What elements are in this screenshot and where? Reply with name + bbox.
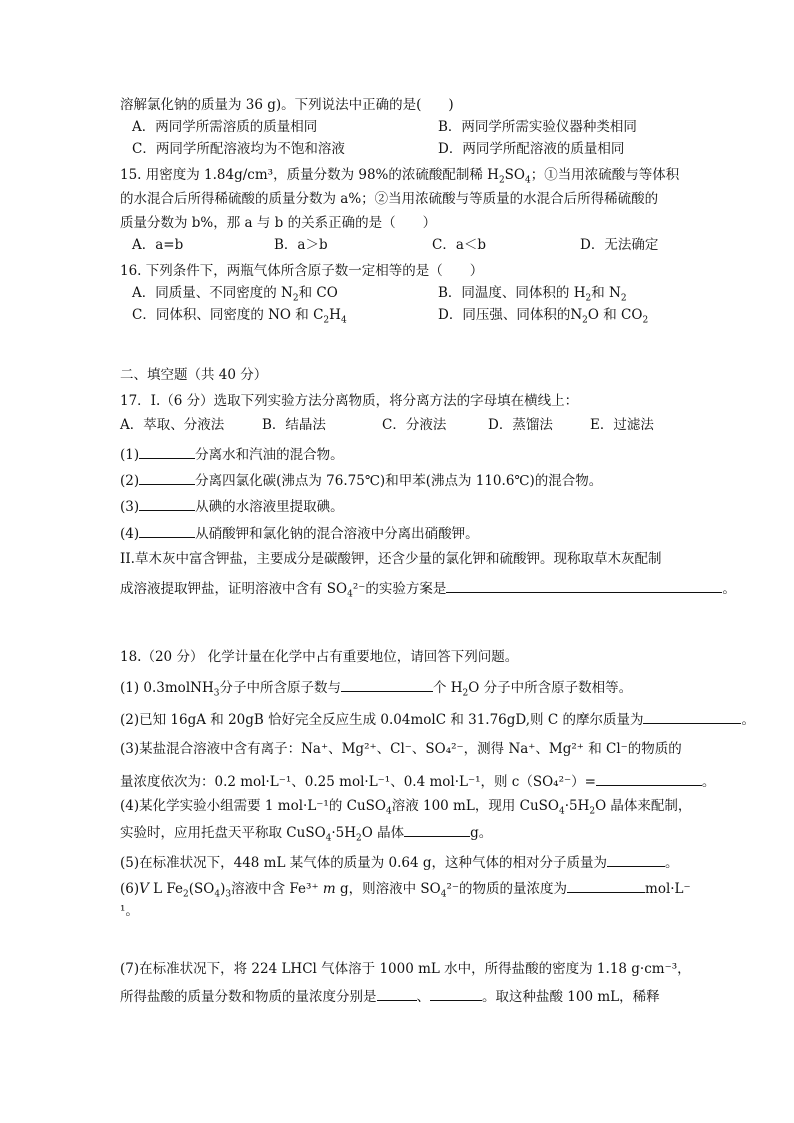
- q14-option-a: A．两同学所需溶质的质量相同: [132, 119, 318, 135]
- q16-option-d: D．同压强、同体积的$N_2O$ 和 $CO_2$: [438, 307, 649, 326]
- q17-option-e: E．过滤法: [590, 417, 654, 433]
- answer-blank[interactable]: [567, 878, 645, 893]
- q18-stem: 18.（20 分） 化学计量在化学中占有重要地位，请回答下列问题。: [120, 649, 519, 665]
- q17-stem: 17．I.（6 分）选取下列实验方法分离物质，将分离方法的字母填在横线上：: [120, 393, 579, 409]
- answer-blank[interactable]: [430, 986, 482, 1001]
- q16-option-b: B．同温度、同体积的 $H_2$和 $N_2$: [438, 285, 627, 304]
- q15-option-b: B．a＞b: [274, 237, 328, 253]
- q17-option-d: D．蒸馏法: [488, 417, 553, 433]
- q18-part6-line2: ¹。: [120, 903, 139, 919]
- answer-blank[interactable]: [139, 496, 195, 511]
- q15-option-c: C．a＜b: [432, 237, 487, 253]
- q17-item-4: (4) 从硝酸钾和氯化钠的混合溶液中分离出硝酸钾。: [120, 523, 479, 543]
- answer-blank[interactable]: [341, 677, 433, 692]
- q16-option-a: A．同质量、不同密度的 $N_2$和 CO: [132, 285, 338, 304]
- q14-line: 溶解氯化钠的质量为 36 g)。下列说法中正确的是( ): [120, 97, 454, 113]
- q18-part6-line1: (6)V L $Fe_2(SO_4)_3$溶液中含 Fe³⁺ m g，则溶液中 $SO_4^{2-}$的物质的量浓度为 mol·L⁻: [120, 878, 691, 904]
- q18-part3-line1: (3)某盐混合溶液中含有离子：Na⁺、Mg²⁺、Cl⁻、SO₄²⁻，测得 Na⁺、Mg²⁺ 和 Cl⁻的物质的: [120, 741, 682, 757]
- q17-option-a: A．萃取、分液法: [120, 417, 225, 433]
- section-title: 二、填空题（共 40 分）: [120, 367, 268, 383]
- answer-blank[interactable]: [139, 523, 195, 538]
- q15-option-a: A．a=b: [132, 237, 184, 253]
- answer-blank[interactable]: [139, 470, 195, 485]
- q17-part2-line1: II.草木灰中富含钾盐，主要成分是碳酸钾，还含少量的氯化钾和硫酸钾。现称取草木灰配制: [120, 551, 662, 567]
- q17-option-b: B．结晶法: [262, 417, 326, 433]
- q14-option-c: C．两同学所配溶液均为不饱和溶液: [132, 141, 345, 157]
- answer-blank[interactable]: [139, 444, 195, 459]
- answer-blank[interactable]: [377, 986, 417, 1001]
- q16-stem: 16. 下列条件下，两瓶气体所含原子数一定相等的是（ ）: [120, 263, 484, 279]
- q18-part5: (5)在标准状况下，448 mL 某气体的质量为 0.64 g，这种气体的相对分子质量为 。: [120, 852, 679, 872]
- q18-part7-line2: 所得盐酸的质量分数和物质的量浓度分别是 、 。取这种盐酸 100 mL，稀释: [120, 986, 660, 1006]
- q14-option-d: D．两同学所配溶液的质量相同: [438, 141, 625, 157]
- q17-item-2: (2) 分离四氯化碳(沸点为 76.75℃)和甲苯(沸点为 110.6℃)的混合物。: [120, 470, 602, 490]
- q18-part2: (2)已知 16gA 和 20gB 恰好完全反应生成 0.04molC 和 31.76gD,则 C 的摩尔质量为 。: [120, 709, 755, 729]
- q15-option-d: D．无法确定: [580, 237, 659, 253]
- q14-option-b: B．两同学所需实验仪器种类相同: [438, 119, 637, 135]
- q18-part7-line1: (7)在标准状况下，将 224 LHCl 气体溶于 1000 mL 水中，所得盐酸的密度为 1.18 g·cm⁻³，: [120, 961, 691, 977]
- q15-stem-line2: 的水混合后所得稀硫酸的质量分数为 a%；②当用浓硫酸与等质量的水混合后所得稀硫酸的: [120, 191, 659, 207]
- answer-blank[interactable]: [446, 578, 722, 593]
- q16-option-c: C．同体积、同密度的 NO 和 $C_2H_4$: [132, 307, 347, 326]
- q18-part1: (1) 0.3molNH$_3$分子中所含原子数与 个 $H_2O$ 分子中所含原子数相等。: [120, 677, 632, 703]
- q18-part4-line1: (4)某化学实验小组需要 1 mol·L⁻¹的 CuSO$_4$溶液 100 mL，现用 $CuSO_4\cdot 5H_2O$ 晶体来配制，: [120, 798, 692, 817]
- q18-part4-line2: 实验时，应用托盘天平称取 $CuSO_4\cdot 5H_2O$ 晶体 g。: [120, 822, 492, 848]
- q17-part2-line2: 成溶液提取钾盐，证明溶液中含有 $SO_4^{2-}$的实验方案是 。: [120, 578, 736, 604]
- q17-option-c: C．分液法: [382, 417, 447, 433]
- q17-item-1: (1) 分离水和汽油的混合物。: [120, 444, 344, 464]
- answer-blank[interactable]: [596, 771, 702, 786]
- answer-blank[interactable]: [404, 822, 470, 837]
- q17-item-3: (3) 从碘的水溶液里提取碘。: [120, 496, 344, 516]
- q15-stem-line3: 质量分数为 b%，那 a 与 b 的关系正确的是（ ）: [120, 215, 437, 231]
- answer-blank[interactable]: [607, 852, 665, 867]
- q15-stem-line1: 15. 用密度为 1.84g/cm³，质量分数为 98%的浓硫酸配制稀 $H_2SO_4$；①当用浓硫酸与等体积: [120, 167, 680, 186]
- answer-blank[interactable]: [643, 709, 741, 724]
- q18-part3-line2: 量浓度依次为：0.2 mol·L⁻¹、0.25 mol·L⁻¹、0.4 mol·L⁻¹，则 c（SO₄²⁻）= 。: [120, 771, 715, 791]
